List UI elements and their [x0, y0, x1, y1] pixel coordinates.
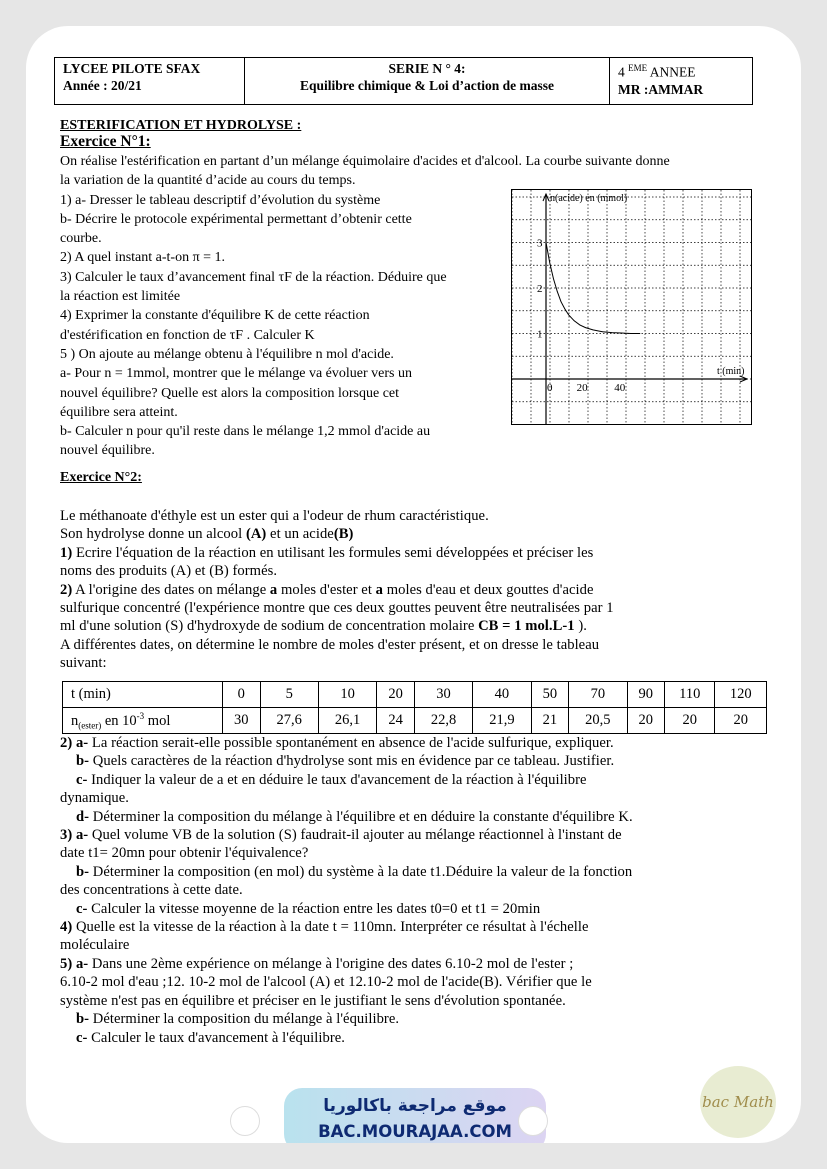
table-row [63, 682, 767, 708]
header-class-cell [610, 58, 752, 104]
ex2-line [60, 525, 614, 543]
data-point [546, 242, 547, 243]
table-cell: 20 [377, 682, 415, 708]
ex2-line [60, 544, 614, 562]
question-text: Calculer le taux d'avancement à l'équilibre. [87, 1029, 345, 1046]
question-marker: b- [76, 753, 90, 770]
grade-number: 4 [618, 64, 625, 80]
ex2-question-line [60, 918, 633, 936]
table-row [63, 708, 767, 734]
teacher-name: MR :AMMAR [618, 81, 704, 97]
y-axis-label: n(acide) en (mmol) [550, 193, 628, 204]
exercise-1-title: Exercice N°1: [60, 133, 151, 150]
question-marker: c- [76, 1029, 88, 1046]
text: mol [144, 712, 171, 729]
grade-level [618, 60, 744, 81]
question-text: date t1= 20mn pour obtenir l'équivalence? [60, 845, 309, 862]
ex1-line: b- Décrire le protocole expérimental permettant d’obtenir cette [60, 211, 412, 227]
table-cell: 90 [627, 682, 665, 708]
question-marker: c- [76, 771, 88, 788]
question-text: La réaction serait-elle possible spontanément en absence de l'acide sulfurique, expliquer. [88, 735, 614, 751]
table-cell: 50 [531, 682, 569, 708]
text: et un acide [266, 526, 334, 543]
question-text: Déterminer la composition (en mol) du système à la date t1.Déduire la valeur de la fonction [89, 863, 633, 880]
ex1-line: équilibre sera atteint. [60, 404, 178, 420]
text: moles d'eau et deux gouttes d'acide [383, 581, 594, 598]
data-point [574, 320, 575, 321]
question-text: système n'est pas en équilibre et préciser en le justifiant le sens d'évolution spontanée. [60, 992, 566, 1009]
ex2-line [60, 617, 614, 635]
question-text: Quels caractères de la réaction d'hydrolyse sont mis en évidence par ce tableau. Justifier. [89, 753, 615, 770]
text: n [71, 712, 79, 729]
question-text: Quelle est la vitesse de la réaction à la date t = 110mn. Interpréter ce résultat à l'échelle [72, 919, 589, 936]
table-cell: 20 [715, 708, 767, 734]
question-marker: d- [76, 808, 90, 825]
ex1-line: 2) A quel instant a-t-on π = 1. [60, 250, 226, 266]
question-text: des concentrations à cette date. [60, 882, 243, 899]
exercise-2-title: Exercice N°2: [60, 470, 142, 485]
question-marker: 3) a- [60, 827, 89, 844]
table-cell: 5 [260, 682, 318, 708]
school-name: LYCEE PILOTE SFAX [63, 61, 201, 76]
data-point [568, 314, 569, 315]
ex2-line: Le méthanoate d'éthyle est un ester qui a l'odeur de rhum caractéristique. [60, 508, 489, 524]
question-number: 1) [60, 544, 73, 561]
x-tick-label: 0 [547, 382, 553, 394]
left-site-logo [230, 1106, 260, 1136]
text: Son hydrolyse donne un alcool [60, 526, 246, 543]
bac-math-logo: bac Math [700, 1066, 776, 1138]
text: en 10 [101, 712, 137, 729]
table-cell: 26,1 [318, 708, 376, 734]
table-cell: 120 [715, 682, 767, 708]
x-tick-label: 40 [614, 382, 626, 394]
ex1-line: nouvel équilibre. [60, 443, 155, 459]
table-cell: 30 [414, 682, 472, 708]
ex2-question-line [60, 752, 633, 770]
ex2-question-line [60, 900, 633, 918]
worksheet-page [26, 26, 801, 1143]
text: (B) [333, 526, 354, 543]
acid-quantity-chart [511, 189, 752, 425]
header-school-cell [55, 58, 245, 104]
ex1-line: b- Calculer n pour qu'il reste dans le mélange 1,2 mmol d'acide au [60, 424, 431, 440]
data-point [557, 291, 558, 292]
ex1-line: la réaction est limitée [60, 289, 181, 305]
ex2-question-line [60, 973, 633, 991]
site-arabic-name: موقع مراجعة باكالوريا [323, 1096, 507, 1116]
ex2-question-line [60, 734, 633, 752]
ex2-question-line [60, 826, 633, 844]
text: Ecrire l'équation de la réaction en utilisant les formules semi développées et préciser les [72, 544, 594, 561]
site-url[interactable]: BAC.MOURAJAA.COM [318, 1122, 512, 1141]
ex2-questions [60, 734, 633, 1047]
data-point [630, 333, 631, 334]
x-axis-label: t (min) [717, 366, 745, 377]
series-number: SERIE N ° 4: [388, 61, 466, 76]
text: -3 [136, 710, 145, 721]
x-tick-label: 20 [576, 382, 588, 394]
table-cell: 110 [665, 682, 715, 708]
data-point [561, 301, 562, 302]
text: A l'origine des dates on mélange [72, 581, 270, 598]
right-site-logo [518, 1106, 548, 1136]
ex2-question-line [60, 789, 633, 807]
data-point [593, 329, 594, 330]
table-cell: 70 [569, 682, 627, 708]
ex2-line: noms des produits (A) et (B) formés. [60, 563, 278, 580]
grade-word: ANNEE [649, 64, 696, 80]
ex2-question-line [60, 808, 633, 826]
ex2-line: suivant: [60, 655, 107, 672]
ex2-question-line [60, 863, 633, 881]
ex2-line: A différentes dates, on détermine le nombre de moles d'ester présent, et on dresse le tableau [60, 636, 600, 653]
ex2-question-line [60, 955, 633, 973]
question-marker: 2) a- [60, 735, 89, 751]
header-table [54, 57, 753, 105]
ex1-line: d'estérification en fonction de τF . Calculer K [60, 327, 315, 343]
ex2-question-line [60, 1010, 633, 1028]
ex1-line: 4) Exprimer la constante d'équilibre K de cette réaction [60, 308, 370, 324]
grade-sup: EME [628, 63, 648, 73]
table-cell: 20 [665, 708, 715, 734]
table-cell: 10 [318, 682, 376, 708]
ex1-line: 5 ) On ajoute au mélange obtenu à l'équilibre n mol d'acide. [60, 346, 394, 362]
y-tick-label: 2 [537, 283, 543, 295]
ex1-line: la variation de la quantité d’acide au cours du temps. [60, 173, 356, 189]
question-text: Indiquer la valeur de a et en déduire le taux d'avancement de la réaction à l'équilibre [87, 771, 587, 788]
data-point [549, 263, 550, 264]
question-marker: b- [76, 863, 90, 880]
data-point [553, 279, 554, 280]
table-cell: 30 [223, 708, 261, 734]
data-point [602, 331, 603, 332]
ex2-question-line [60, 844, 633, 862]
question-marker: b- [76, 1011, 90, 1028]
table-header: t (min) [63, 682, 223, 708]
table-cell: 21 [531, 708, 569, 734]
ex1-line: 3) Calculer le taux d’avancement final τF de la réaction. Déduire que [60, 269, 447, 285]
header-series-cell [245, 58, 610, 104]
text: CB = 1 mol.L-1 [478, 618, 575, 635]
text: (A) [245, 526, 267, 543]
table-cell: 0 [223, 682, 261, 708]
text: ). [574, 618, 587, 635]
ex1-line: On réalise l'estérification en partant d’un mélange équimolaire d'acides et d'alcool. La courbe suivante donne [60, 154, 670, 169]
ex2-line [60, 581, 614, 599]
text: (ester) [78, 720, 102, 731]
question-number: 2) [60, 581, 73, 598]
question-text: Calculer la vitesse moyenne de la réaction entre les dates t0=0 et t1 = 20min [87, 900, 541, 917]
ex2-question-line [60, 992, 633, 1010]
table-header [63, 708, 223, 734]
table-cell: 24 [377, 708, 415, 734]
question-text: Dans une 2ème expérience on mélange à l'origine des dates 6.10-2 mol de l'ester ; [88, 955, 574, 972]
series-topic: Equilibre chimique & Loi d’action de masse [299, 78, 555, 93]
table-cell: 20,5 [569, 708, 627, 734]
table-cell: 27,6 [260, 708, 318, 734]
table-cell: 20 [627, 708, 665, 734]
table-cell: 21,9 [473, 708, 531, 734]
table-cell: 40 [473, 682, 531, 708]
ex1-line: courbe. [60, 231, 102, 247]
text: moles d'ester et [277, 581, 376, 598]
ex2-question-line [60, 936, 633, 954]
text: a [375, 581, 384, 598]
ex2-question-line [60, 1029, 633, 1047]
y-tick-label: 3 [537, 237, 543, 250]
site-badge[interactable] [284, 1088, 546, 1143]
ex2-question-line [60, 881, 633, 899]
question-text: Déterminer la composition du mélange à l'équilibre. [89, 1011, 400, 1028]
ex1-line: nouvel équilibre? Quelle est alors la composition lorsque cet [60, 385, 400, 401]
question-text: dynamique. [60, 790, 129, 807]
question-text: moléculaire [60, 937, 130, 954]
section-title: ESTERIFICATION ET HYDROLYSE : [60, 118, 302, 133]
ex2-intro [60, 507, 614, 673]
data-point [585, 327, 586, 328]
chart-svg [512, 190, 751, 424]
question-text: Quel volume VB de la solution (S) faudrait-il ajouter au mélange réactionnel à l'instant de [88, 827, 622, 844]
question-marker: 5) a- [60, 955, 89, 972]
ex1-line: a- Pour n = 1mmol, montrer que le mélange va évoluer vers un [60, 366, 412, 382]
text: a [269, 581, 278, 598]
data-point [621, 333, 622, 334]
school-year: Année : 20/21 [63, 78, 142, 93]
data-point [564, 309, 565, 310]
ex2-question-line [60, 771, 633, 789]
question-marker: 4) [60, 919, 73, 936]
ex1-line: 1) a- Dresser le tableau descriptif d’évolution du système [60, 192, 381, 208]
ex2-line: sulfurique concentré (l'expérience montre que ces deux gouttes peuvent être neutralisées par 1 [60, 600, 614, 617]
data-point [611, 332, 612, 333]
text: ml d'une solution (S) d'hydroxyde de sodium de concentration molaire [60, 618, 479, 635]
data-point [579, 324, 580, 325]
question-marker: c- [76, 900, 88, 917]
table-cell: 22,8 [414, 708, 472, 734]
question-text: 6.10-2 mol d'eau ;12. 10-2 mol de l'alcool (A) et 12.10-2 mol de l'acide(B). Vérifier que le [60, 974, 592, 991]
y-tick-label: 1 [537, 328, 543, 341]
question-text: Déterminer la composition du mélange à l'équilibre et en déduire la constante d'équilibre K. [89, 808, 633, 825]
data-point [640, 333, 641, 334]
ester-table [62, 681, 767, 734]
